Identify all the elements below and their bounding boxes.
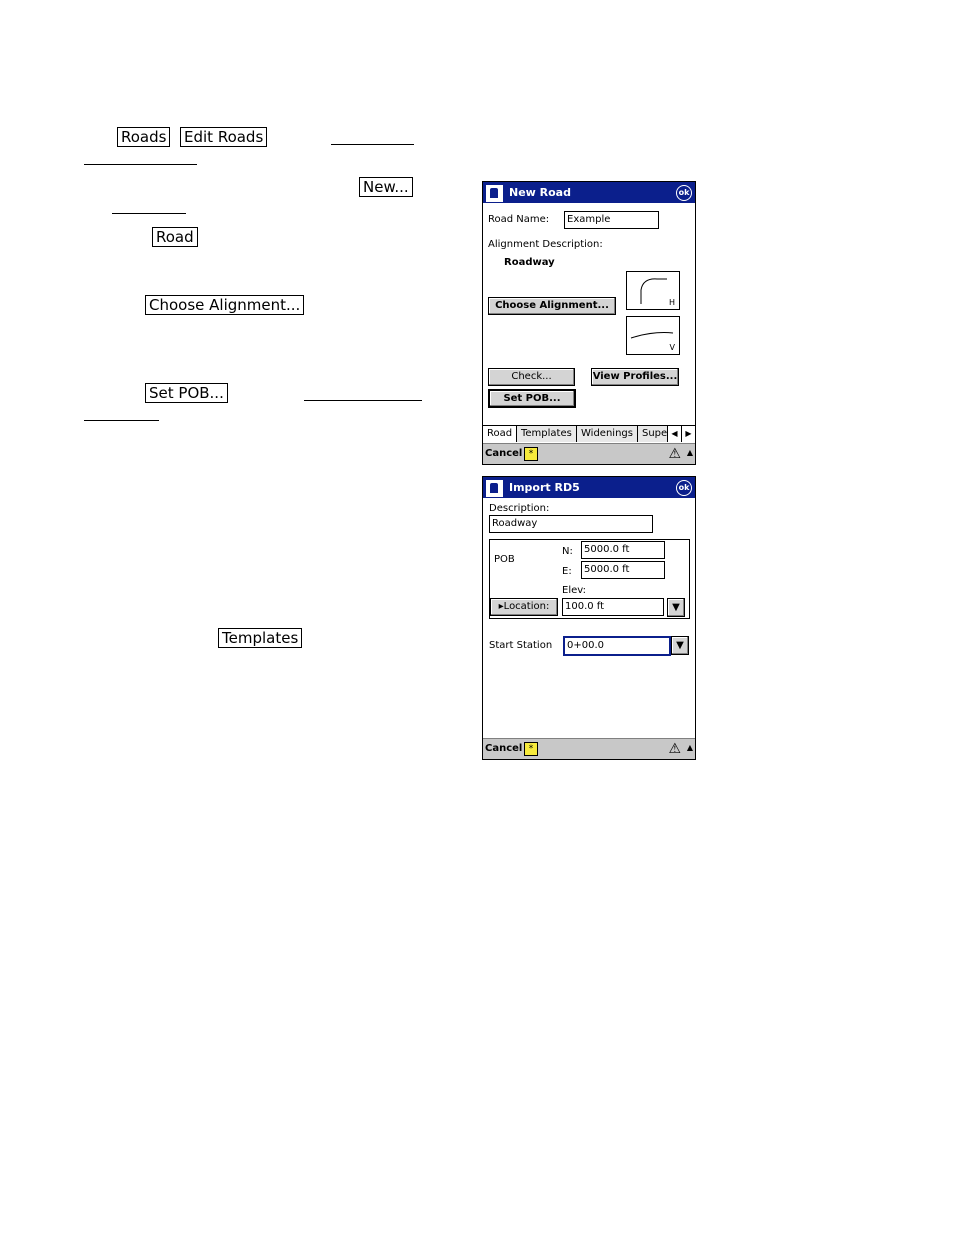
view-profiles-button[interactable]: View Profiles... bbox=[591, 368, 679, 386]
thumb-h-label: H bbox=[668, 298, 675, 307]
alignment-description-label: Alignment Description: bbox=[488, 239, 603, 250]
warning-icon[interactable]: ⚠ bbox=[668, 446, 681, 462]
underline-rule bbox=[84, 164, 197, 165]
input-panel-up-icon[interactable]: ▲ bbox=[686, 448, 693, 457]
title-bar bbox=[483, 477, 695, 498]
road-name-label: Road Name: bbox=[488, 214, 550, 225]
choose-alignment-button[interactable]: Choose Alignment... bbox=[145, 295, 304, 315]
set-pob-button[interactable]: Set POB... bbox=[145, 383, 228, 403]
pob-label: POB bbox=[494, 554, 515, 565]
set-pob-button[interactable]: Set POB... bbox=[488, 389, 576, 408]
elevation-dropdown-icon[interactable]: ▼ bbox=[667, 598, 685, 617]
warning-icon[interactable]: ⚠ bbox=[668, 741, 681, 757]
command-bar bbox=[483, 443, 695, 464]
check-button[interactable]: Check... bbox=[488, 368, 575, 386]
horizontal-alignment-thumbnail[interactable] bbox=[626, 271, 680, 310]
alignment-description-value: Roadway bbox=[504, 257, 555, 268]
elevation-input[interactable]: 100.0 ft bbox=[562, 598, 664, 616]
underline-rule bbox=[331, 144, 414, 145]
easting-input[interactable]: 5000.0 ft bbox=[581, 561, 665, 579]
cancel-button[interactable]: Cancel bbox=[485, 448, 523, 459]
location-button[interactable] bbox=[490, 598, 558, 616]
new-button[interactable]: New... bbox=[359, 177, 413, 197]
tab-road[interactable]: Road bbox=[483, 426, 517, 442]
tab-strip bbox=[483, 425, 695, 443]
star-menu-icon[interactable]: * bbox=[524, 742, 538, 756]
app-logo-icon[interactable] bbox=[486, 185, 503, 202]
start-station-input[interactable]: 0+00.0 bbox=[563, 636, 671, 656]
start-station-dropdown-icon[interactable]: ▼ bbox=[671, 636, 689, 655]
start-station-label: Start Station bbox=[489, 640, 553, 651]
new-road-window bbox=[482, 181, 696, 465]
easting-label: E: bbox=[562, 566, 572, 577]
tab-widenings[interactable]: Widenings bbox=[577, 426, 638, 442]
edit-roads-button[interactable]: Edit Roads bbox=[180, 127, 267, 147]
road-button[interactable]: Road bbox=[152, 227, 198, 247]
elevation-label: Elev: bbox=[562, 585, 586, 596]
tab-supe[interactable]: Supe bbox=[638, 426, 672, 442]
cancel-button[interactable]: Cancel bbox=[485, 743, 523, 754]
import-rd5-window bbox=[482, 476, 696, 760]
location-button-label: Location: bbox=[503, 601, 550, 612]
description-input[interactable]: Roadway bbox=[489, 515, 653, 533]
underline-rule bbox=[304, 400, 422, 401]
templates-button[interactable]: Templates bbox=[218, 628, 302, 648]
title-bar bbox=[483, 182, 695, 203]
ok-button[interactable]: ok bbox=[676, 480, 692, 496]
input-panel-up-icon[interactable]: ▲ bbox=[686, 743, 693, 752]
tab-templates[interactable]: Templates bbox=[517, 426, 577, 442]
description-label: Description: bbox=[489, 503, 550, 514]
window-title: Import RD5 bbox=[509, 481, 580, 494]
choose-alignment-button[interactable]: Choose Alignment... bbox=[488, 297, 616, 315]
tab-scroll-left-icon[interactable]: ◀ bbox=[667, 426, 681, 442]
vertical-profile-thumbnail[interactable] bbox=[626, 316, 680, 355]
ok-button[interactable]: ok bbox=[676, 185, 692, 201]
star-menu-icon[interactable]: * bbox=[524, 447, 538, 461]
roads-button[interactable]: Roads bbox=[117, 127, 170, 147]
road-name-input[interactable]: Example bbox=[564, 211, 659, 229]
command-bar bbox=[483, 738, 695, 759]
northing-input[interactable]: 5000.0 ft bbox=[581, 541, 665, 559]
northing-label: N: bbox=[562, 546, 573, 557]
underline-rule bbox=[112, 213, 186, 214]
expand-arrow-icon: ▸ bbox=[498, 601, 504, 612]
underline-rule bbox=[84, 420, 159, 421]
tab-scroll-right-icon[interactable]: ▶ bbox=[681, 426, 695, 442]
thumb-v-label: V bbox=[669, 343, 675, 352]
window-title: New Road bbox=[509, 186, 571, 199]
app-logo-icon[interactable] bbox=[486, 480, 503, 497]
